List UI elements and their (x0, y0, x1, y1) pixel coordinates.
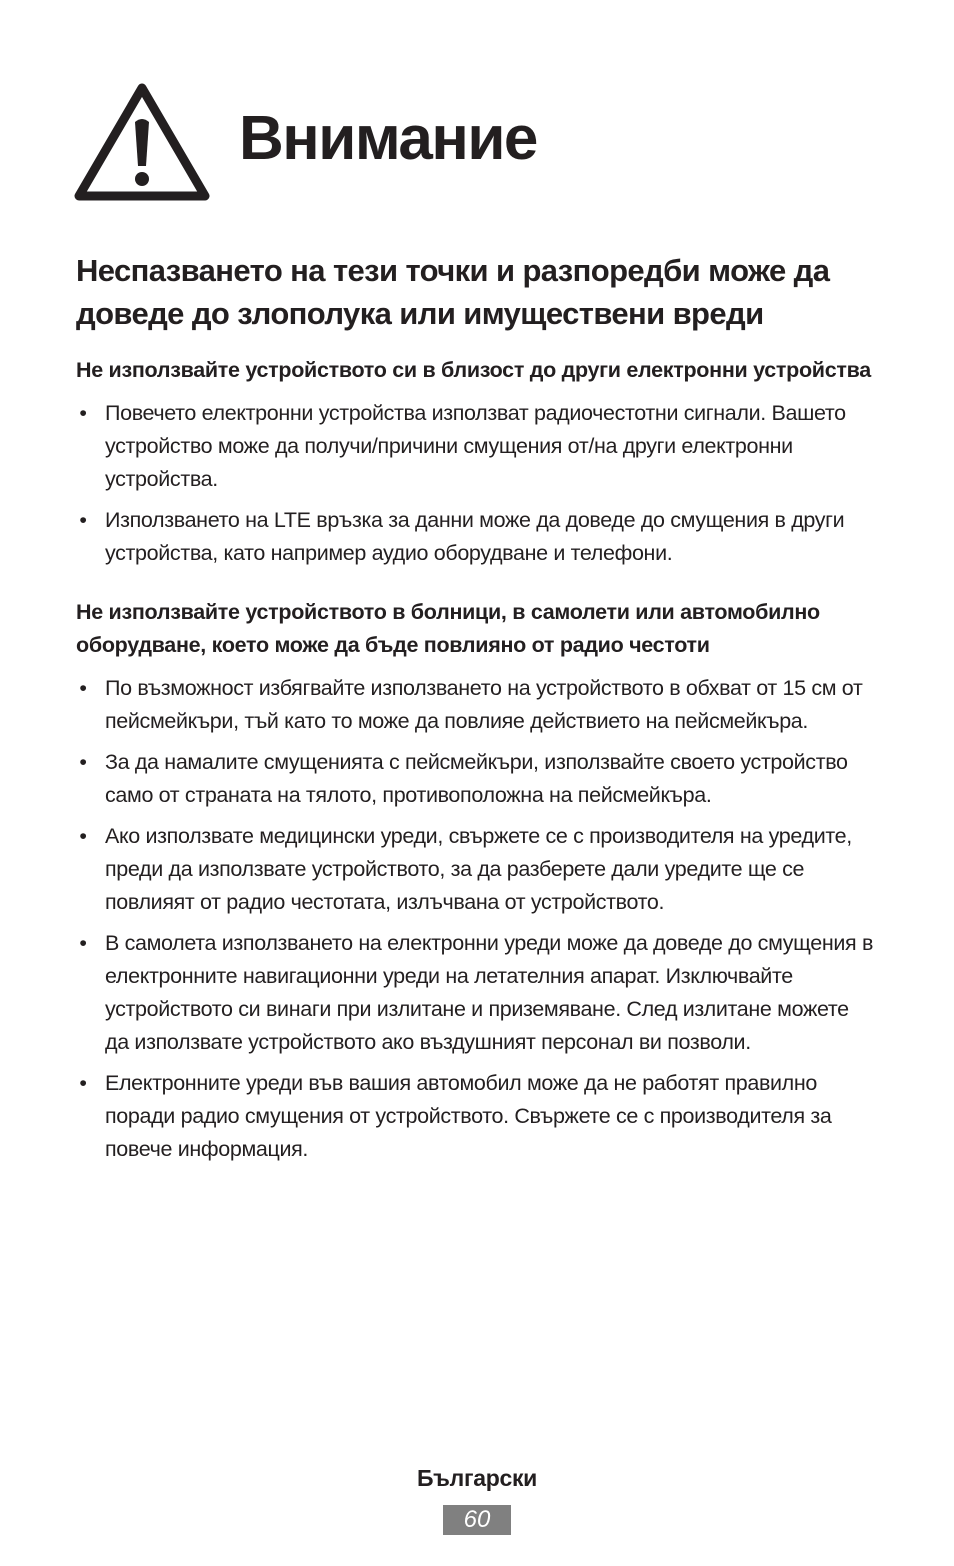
bullet-icon: • (79, 931, 87, 955)
list-item-text: Ако използвате медицински уреди, свържете се с производителя на уредите, преди да използвате устройството, за да разберете дали уредите ще се повлияят от радио честотата, излъчвана от устройството. (105, 824, 852, 914)
page-title: Внимание (239, 104, 537, 173)
page-header (73, 80, 211, 202)
bullet-icon: • (79, 401, 87, 425)
section-heading: Не използвайте устройството в болници, в самолети или автомобилно оборудване, което може да бъде повлияно от радио честоти (76, 600, 820, 657)
list-item-text: Електронните уреди във вашия автомобил може да не работят правилно поради радио смущения от устройството. Свържете се с производителя за повече информация. (105, 1071, 832, 1161)
list-item (76, 746, 876, 812)
list-item-text: По възможност избягвайте използването на устройството в обхват от 15 см от пейсмейкъри, тъй като то може да повлияе действието на пейсмейкъра. (105, 676, 863, 733)
bullet-icon: • (79, 676, 87, 700)
section-heading: Не използвайте устройството си в близост до други електронни устройства (76, 358, 871, 382)
content-body (76, 354, 876, 1174)
list-item (76, 504, 876, 570)
list-item-text: За да намалите смущенията с пейсмейкъри, използвайте своето устройство само от страната на тялото, противоположна на пейсмейкъра. (105, 750, 848, 807)
footer-language: Български (416, 1465, 538, 1491)
list-item-text: Използването на LTE връзка за данни може да доведе до смущения в други устройства, като например аудио оборудване и телефони. (105, 508, 845, 565)
bullet-icon: • (79, 824, 87, 848)
section-electronic-devices (76, 354, 876, 570)
bullet-icon: • (79, 750, 87, 774)
list-item (76, 397, 876, 496)
list-item (76, 927, 876, 1059)
list-item-text: Повечето електронни устройства използват радиочестотни сигнали. Вашето устройство може да получи/причини смущения от/на други електронни устройства. (105, 401, 846, 491)
list-item (76, 1067, 876, 1166)
list-item (76, 672, 876, 738)
bullet-list (76, 672, 876, 1166)
page-subtitle: Неспазването на тези точки и разпоредби може да доведе до злополука или имуществени вреди (76, 253, 830, 331)
bullet-list (76, 397, 876, 570)
page-number: 60 (443, 1505, 511, 1535)
list-item-text: В самолета използването на електронни уреди може да доведе до смущения в електронните навигационни уреди на летателния апарат. Изключвайте устройството си винаги при излитане и приземяване. След излитане можете да използвате устройството ако въздушният персонал ви позволи. (105, 931, 874, 1054)
section-hospitals-aircraft (76, 596, 876, 1166)
bullet-icon: • (79, 508, 87, 532)
bullet-icon: • (79, 1071, 87, 1095)
list-item (76, 820, 876, 919)
warning-triangle-icon (73, 80, 211, 202)
